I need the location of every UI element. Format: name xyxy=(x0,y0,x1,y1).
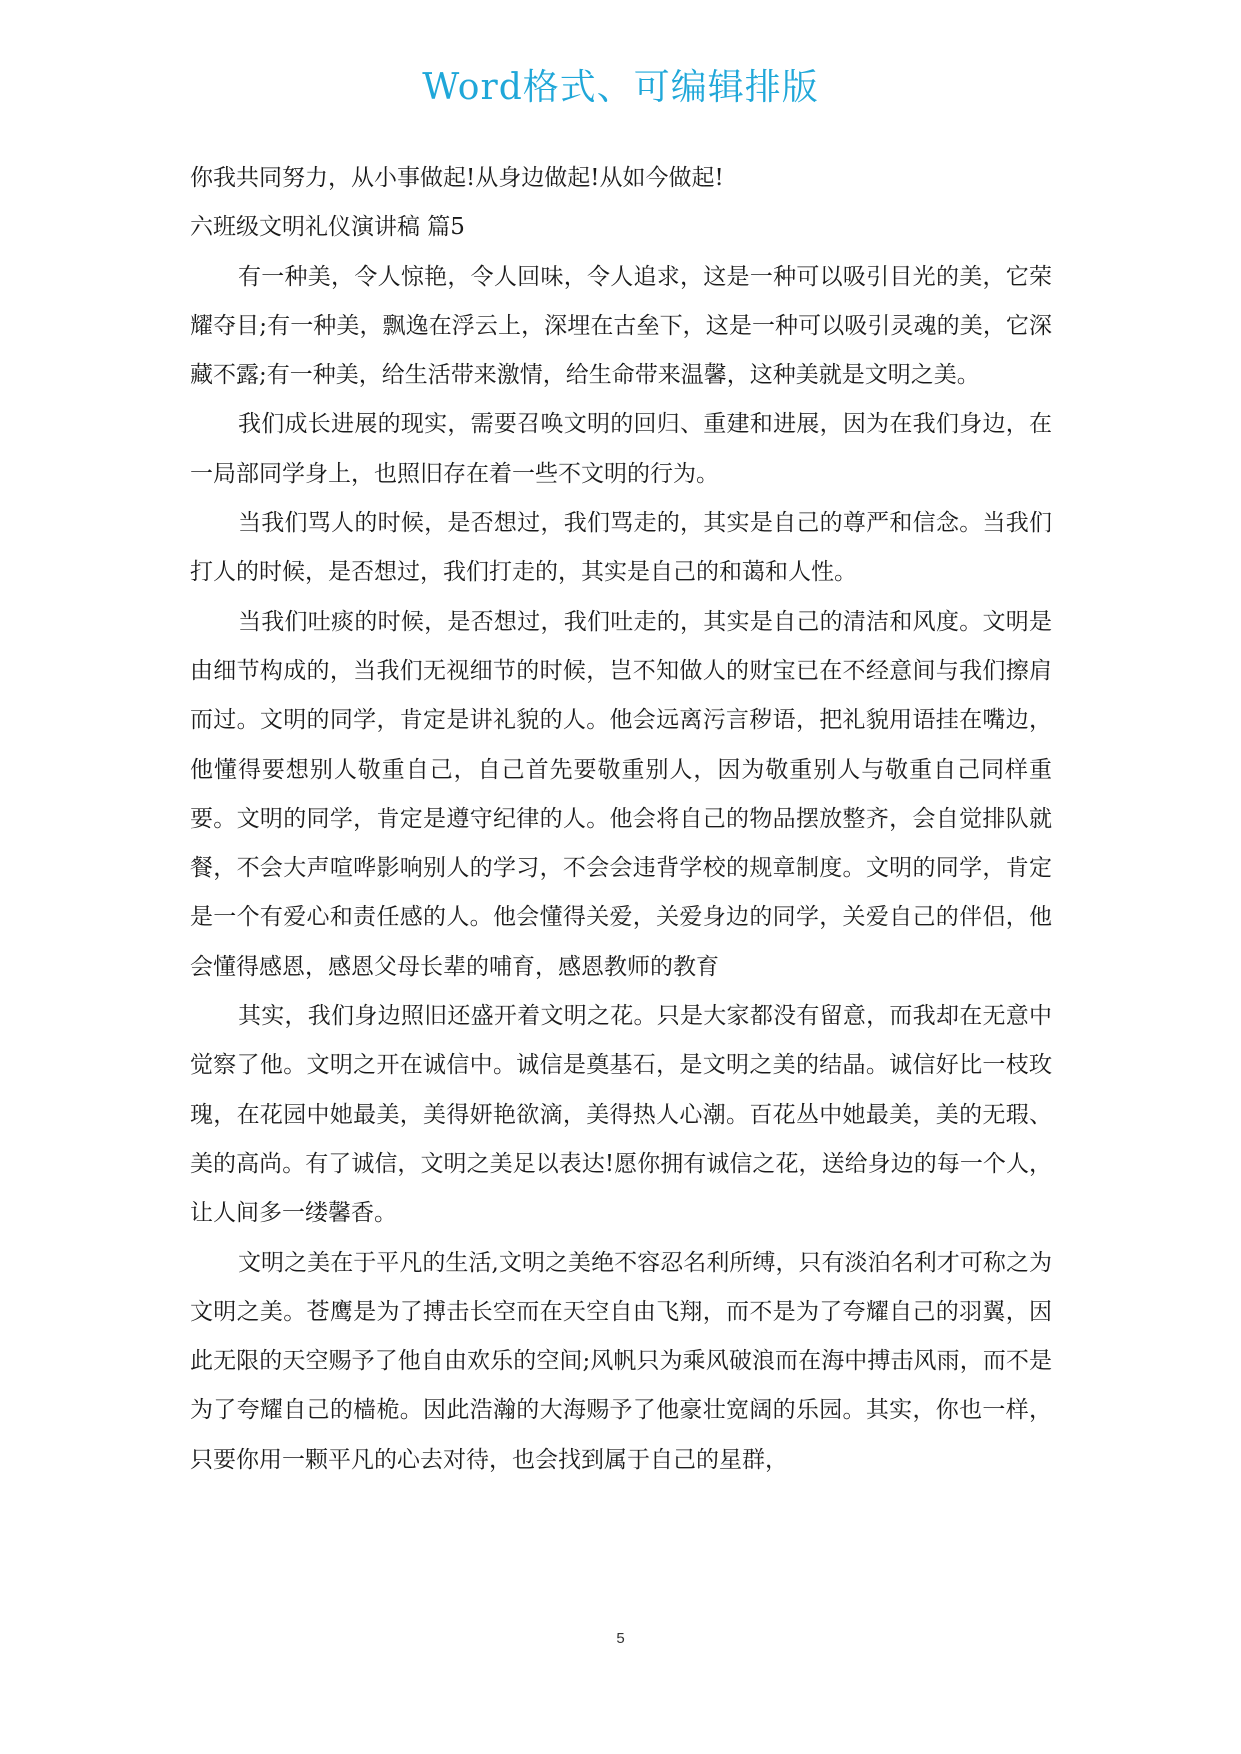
intro-line: 你我共同努力，从小事做起!从身边做起!从如今做起! xyxy=(190,165,724,191)
paragraph-1: 有一种美，令人惊艳，令人回味，令人追求，这是一种可以吸引目光的美，它荣耀夺目;有一种美，飘逸在浮云上，深埋在古垒下，这是一种可以吸引灵魂的美，它深藏不露;有一种美，给生活带来激情，给生命带来温馨，这种美就是文明之美。 xyxy=(190,263,1052,389)
paragraph-3: 当我们骂人的时候，是否想过，我们骂走的，其实是自己的尊严和信念。当我们打人的时候，是否想过，我们打走的，其实是自己的和蔼和人性。 xyxy=(190,510,1052,586)
header-title: Word格式、可编辑排版 xyxy=(422,67,819,108)
section-title: 六班级文明礼仪演讲稿 篇5 xyxy=(190,214,465,241)
paragraph-5: 其实，我们身边照旧还盛开着文明之花。只是大家都没有留意，而我却在无意中觉察了他。文明之开在诚信中。诚信是奠基石，是文明之美的结晶。诚信好比一枝玫瑰，在花园中她最美，美得妍艳欲滴，美得热人心潮。百花丛中她最美，美的无瑕、美的高尚。有了诚信，文明之美足以表达!愿你拥有诚信之花，送给身边的每一个人，让人间多一缕馨香。 xyxy=(190,1003,1052,1227)
document-body xyxy=(190,154,1052,1485)
paragraph-2: 我们成长进展的现实，需要召唤文明的回归、重建和进展，因为在我们身边，在一局部同学身上，也照旧存在着一些不文明的行为。 xyxy=(190,411,1052,487)
paragraph-4: 当我们吐痰的时候，是否想过，我们吐走的，其实是自己的清洁和风度。文明是由细节构成的，当我们无视细节的时候，岂不知做人的财宝已在不经意间与我们擦肩而过。文明的同学，肯定是讲礼貌的人。他会远离污言秽语，把礼貌用语挂在嘴边，他懂得要想别人敬重自己，自己首先要敬重别人，因为敬重别人与敬重自己同样重要。文明的同学，肯定是遵守纪律的人。他会将自己的物品摆放整齐，会自觉排队就餐，不会大声喧哗影响别人的学习，不会会违背学校的规章制度。文明的同学，肯定是一个有爱心和责任感的人。他会懂得关爱，关爱身边的同学，关爱自己的伴侣，他会懂得感恩，感恩父母长辈的哺育，感恩教师的教育 xyxy=(190,608,1052,980)
page-number: 5 xyxy=(616,1630,625,1647)
paragraph-6: 文明之美在于平凡的生活,文明之美绝不容忍名利所缚，只有淡泊名利才可称之为文明之美。苍鹰是为了搏击长空而在天空自由飞翔，而不是为了夸耀自己的羽翼，因此无限的天空赐予了他自由欢乐的空间;风帆只为乘风破浪而在海中搏击风雨，而不是为了夸耀自己的樯桅。因此浩瀚的大海赐予了他豪壮宽阔的乐园。其实，你也一样，只要你用一颗平凡的心去对待，也会找到属于自己的星群， xyxy=(190,1249,1052,1473)
